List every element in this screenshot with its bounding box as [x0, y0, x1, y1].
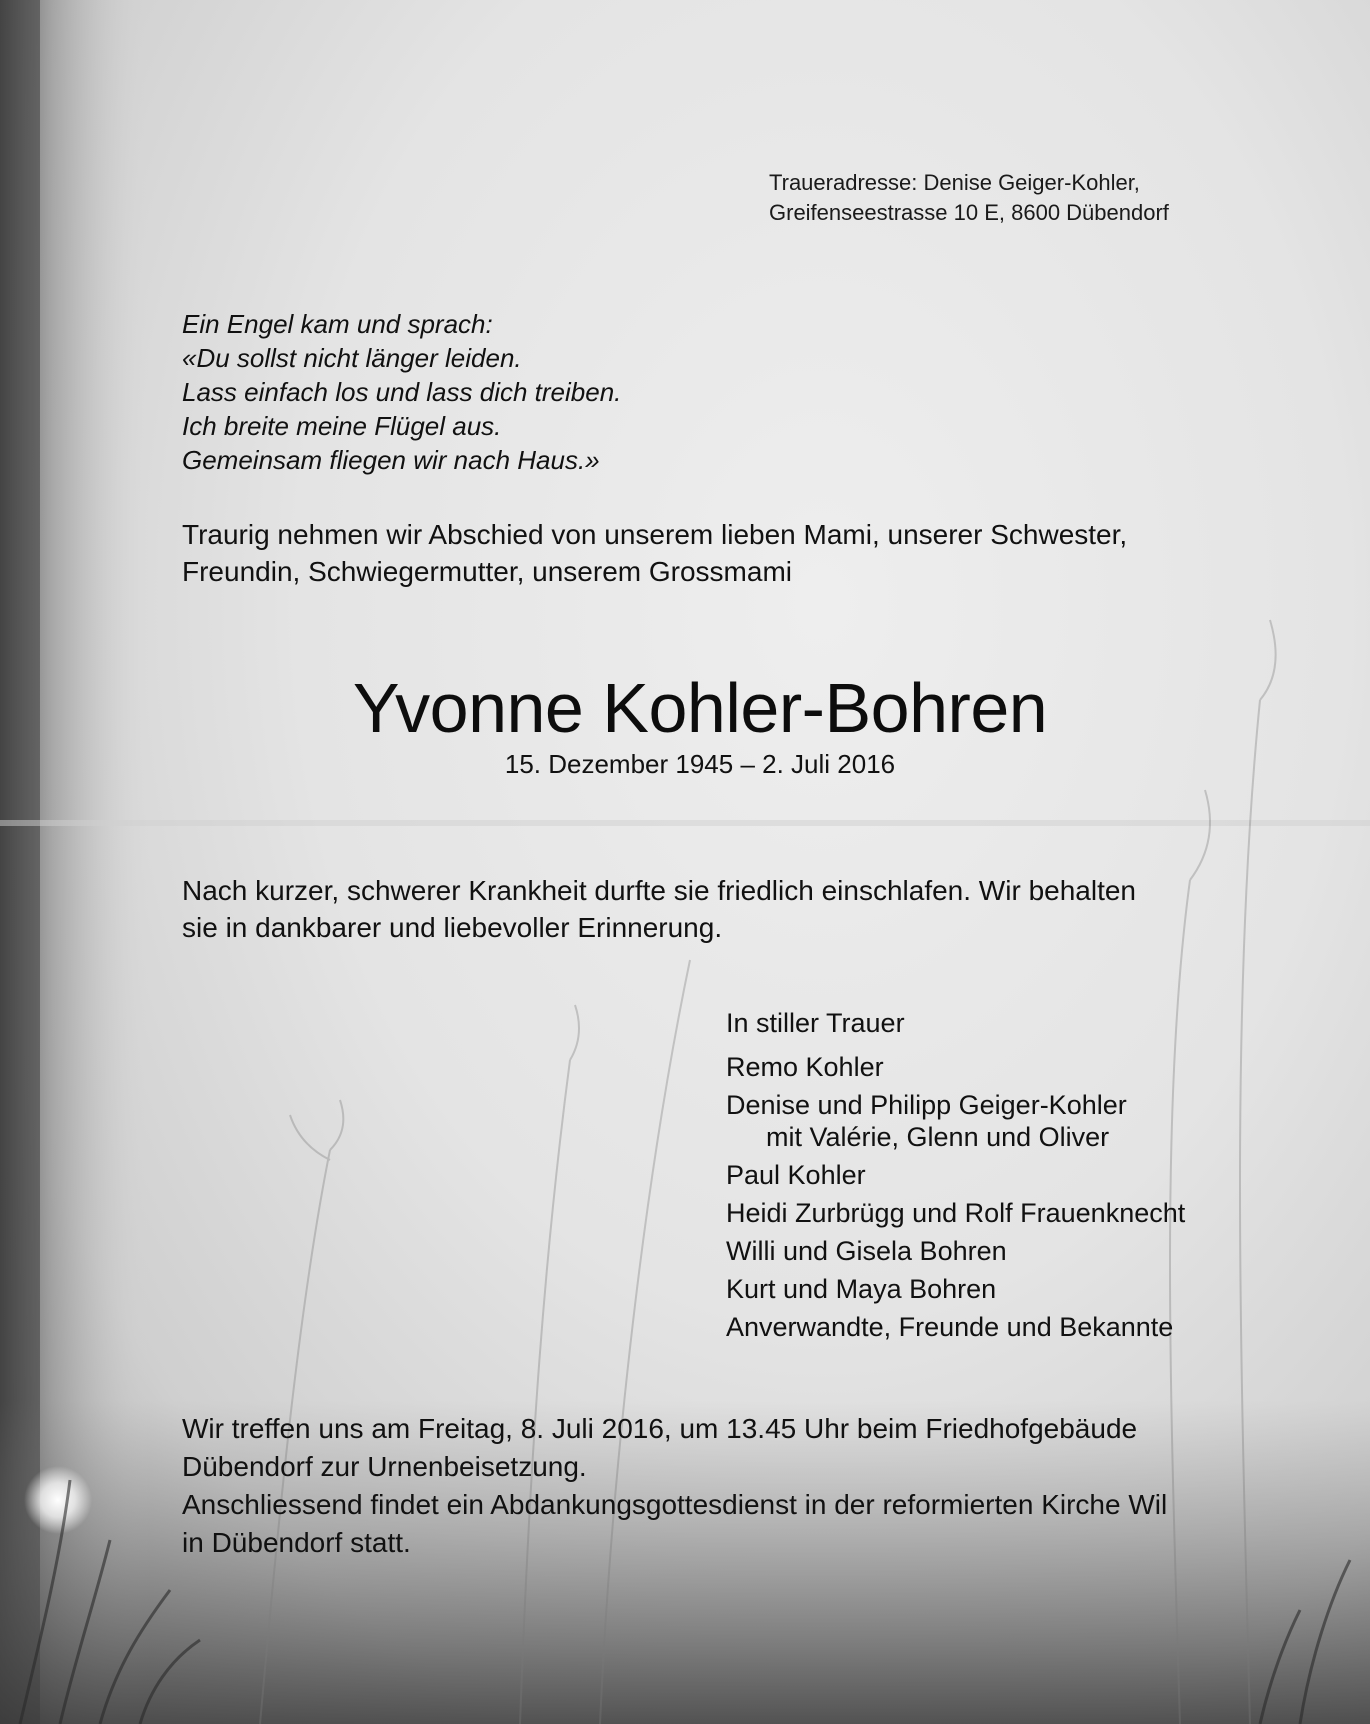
poem-line: Gemeinsam fliegen wir nach Haus.» — [182, 445, 600, 475]
poem — [182, 307, 621, 477]
service-line: Dübendorf zur Urnenbeisetzung. — [182, 1451, 587, 1482]
mourner-entry — [726, 1051, 1185, 1083]
mourner-sub: mit Valérie, Glenn und Oliver — [766, 1122, 1110, 1152]
poem-line: Ein Engel kam und sprach: — [182, 309, 493, 339]
mourning-address — [769, 168, 1169, 228]
poem-line: Ich breite meine Flügel aus. — [182, 411, 502, 441]
service-details — [182, 1410, 1167, 1562]
service-line: Wir treffen uns am Freitag, 8. Juli 2016, um 13.45 Uhr beim Friedhofgebäude — [182, 1413, 1138, 1444]
mourner-name: Anverwandte, Freunde und Bekannte — [726, 1312, 1174, 1342]
poem-line: «Du sollst nicht länger leiden. — [182, 343, 522, 373]
service-line: Anschliessend findet ein Abdankungsgottesdienst in der reformierten Kirche Wil — [182, 1489, 1168, 1520]
service-line: in Dübendorf statt. — [182, 1527, 411, 1558]
mourner-name: Remo Kohler — [726, 1052, 884, 1082]
mourner-entry — [726, 1197, 1185, 1229]
mourners-list — [726, 1005, 1185, 1349]
mourner-name: Denise und Philipp Geiger-Kohler — [726, 1090, 1127, 1120]
life-dates: 15. Dezember 1945 – 2. Juli 2016 — [504, 749, 896, 779]
mourner-entry — [726, 1311, 1185, 1343]
mourner-entry — [726, 1235, 1185, 1267]
intro-line: Freundin, Schwiegermutter, unserem Grossmami — [182, 556, 792, 587]
closing-text — [182, 872, 1136, 946]
mourner-name: Kurt und Maya Bohren — [726, 1274, 997, 1304]
mourner-entry — [726, 1273, 1185, 1305]
intro-line: Traurig nehmen wir Abschied von unserem lieben Mami, unserer Schwester, — [182, 519, 1128, 550]
mourner-entry — [726, 1159, 1185, 1191]
mourner-name: Heidi Zurbrügg und Rolf Frauenknecht — [726, 1198, 1186, 1228]
mourners-heading: In stiller Trauer — [726, 1008, 905, 1038]
mourner-name: Willi und Gisela Bohren — [726, 1236, 1007, 1266]
mourner-name: Paul Kohler — [726, 1160, 866, 1190]
closing-line: Nach kurzer, schwerer Krankheit durfte sie friedlich einschlafen. Wir behalten — [182, 875, 1136, 906]
deceased-name: Yvonne Kohler-Bohren — [352, 669, 1048, 747]
closing-line: sie in dankbarer und liebevoller Erinnerung. — [182, 912, 723, 943]
mourner-entry — [726, 1089, 1185, 1153]
address-line-2: Greifenseestrasse 10 E, 8600 Dübendorf — [769, 200, 1169, 225]
address-line-1: Traueradresse: Denise Geiger-Kohler, — [769, 170, 1140, 195]
farewell-intro — [182, 516, 1222, 590]
poem-line: Lass einfach los und lass dich treiben. — [182, 377, 622, 407]
